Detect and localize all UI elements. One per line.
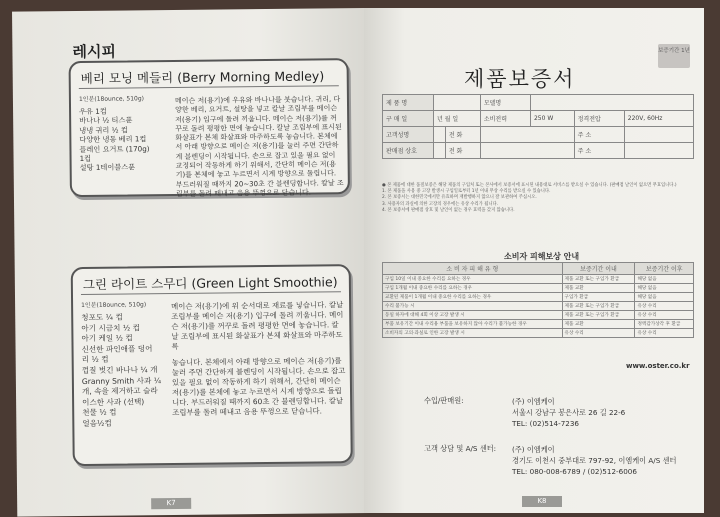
note-line: 3. 사용자의 과실에 의한 고장의 경우에는 유상 수리가 됩니다. <box>382 201 499 207</box>
table-row <box>383 111 694 127</box>
table-cell <box>624 127 693 143</box>
table-cell: 전 화 <box>445 143 480 159</box>
table-cell: 제품 교환 또는 구입가 환급 <box>562 275 635 284</box>
ingredient: 냉냉 귀리 ½ 컵 <box>79 125 128 135</box>
table-cell <box>624 143 693 159</box>
ingredient: 개, 속을 제거하고 슬라 <box>81 386 158 397</box>
recipe-method <box>175 95 344 205</box>
table-cell <box>434 127 446 143</box>
table-cell: 제 품 명 <box>383 95 434 111</box>
right-page <box>364 8 704 513</box>
left-page <box>12 8 369 517</box>
service-line: TEL: 080-008-6789 / (02)512-6006 <box>512 467 637 476</box>
table-cell: 구 매 일 <box>383 111 434 127</box>
method-paragraph: 놓습니다. 본체에서 아래 방향으로 메이슨 저(용기)를 눌러 주면 간단하게 블렌딩이 시작됩니다. 손으로 잡고 있을 필요 없이 작동하게 하기 위해서, 간단히 메이슨 저(용기)를 본체에 놓고 누르면서 시계 방향으로 돌립니다. 부드러워질 때까지 60초 간 블렌딩합니다. 칼날 조립부를 돌려 떼내고 음용 뚜껑으로 닫습니다. <box>171 356 346 418</box>
table-cell: 전 화 <box>445 127 480 143</box>
serving-size: 1인분(18ounce, 510g) <box>78 95 145 103</box>
table-cell: 250 W <box>530 111 574 127</box>
column-header: 보증기간 이내 <box>562 263 635 275</box>
ingredient: 설탕 1테이블스푼 <box>79 162 136 173</box>
table-cell: 년 월 일 <box>434 111 481 127</box>
table-cell: 유상 수리 <box>562 329 635 338</box>
recipe-method <box>171 300 346 424</box>
service-center-info <box>512 444 676 477</box>
warranty-table <box>382 94 694 159</box>
ingredient: 아기 시금치 ½ 컵 <box>81 322 141 333</box>
table-cell: 정격전압 <box>574 111 624 127</box>
page-number: K8 <box>522 496 562 507</box>
service-line: (주) 이엠케이 <box>512 445 555 454</box>
table-cell: 주 소 <box>574 143 624 159</box>
table-cell <box>480 127 574 143</box>
warranty-notes <box>382 183 694 214</box>
table-cell: 판매점 상호 <box>383 143 434 159</box>
ingredient: 다양한 냉동 베리 1컵 <box>79 134 147 145</box>
warranty-title: 제품보증서 <box>464 67 576 91</box>
website-url: www.oster.co.kr <box>626 362 690 370</box>
table-cell: 제품 교환 또는 구입가 환급 <box>562 302 635 311</box>
table-cell: 제품 교환 <box>562 320 635 329</box>
table-row <box>383 284 694 293</box>
importer-info <box>512 396 625 429</box>
booklet <box>12 8 712 513</box>
ingredient: 이스한 사과 (선택) <box>82 397 145 407</box>
table-cell: 해당 없음 <box>635 293 694 302</box>
table-row <box>383 302 694 311</box>
method-paragraph: 메이슨 저(용기)에 우유와 바나나를 붓습니다. 귀리, 다양한 베리, 요거트, 설탕을 넣고 칼날 조립부를 메이슨 저(용기) 입구에 돌려 끼웁니다. 메이슨 저(용기)를 꺼꾸로 돌려 평평한 면에 놓습니다. 칼날 조립부에 표시된 화살표가 본체 화살표와 마주하도록 놓습니다. 본체에서 아래 방향으로 메이슨 저(용기)를 눌러 주면 간단하게 블렌딩이 시작됩니다. 손으로 잡고 있을 필요 없이 교정되어 작동하게 하기 위해서, 간단히 메이슨 저(용기)를 본체에 놓고 누르면서 시계 방향으로 돌립니다. 부드러워질 때까지 20~30초 간 블렌딩합니다. 칼날 조립부를 돌려 떼내고 음용 뚜껑으로 닫습니다. <box>174 95 344 198</box>
table-cell <box>434 95 481 111</box>
recipe-card-green <box>71 264 353 466</box>
service-center-label: 고객 상담 및 A/S 센터: <box>424 444 497 453</box>
table-cell: 해당 없음 <box>635 284 694 293</box>
page-number: K7 <box>151 498 191 509</box>
table-row <box>383 293 694 302</box>
table-row <box>383 95 694 111</box>
table-header-row <box>383 263 694 275</box>
table-cell: 수리 불가능 시 <box>383 302 563 311</box>
importer-line: 서울시 강남구 봉은사로 26 길 22-6 <box>512 408 626 417</box>
ingredient-list <box>79 106 168 173</box>
table-row <box>383 329 694 338</box>
table-cell: 정액감가상각 후 환급 <box>635 320 694 329</box>
column-header: 소 비 자 피 해 유 형 <box>383 263 563 275</box>
table-cell: 구입가 환급 <box>562 293 635 302</box>
serving-size: 1인분(18ounce, 510g) <box>81 301 147 309</box>
table-cell: 주 소 <box>574 127 624 143</box>
ingredient: 아기 케일 ½ 컵 <box>81 333 133 344</box>
table-cell: 해당 없음 <box>635 275 694 284</box>
table-cell: 유상 수리 <box>635 302 694 311</box>
table-cell <box>434 143 446 159</box>
table-cell: 소비자의 고의·과실로 인한 고장 발생 시 <box>383 329 563 338</box>
ingredient: 우유 1컵 <box>79 106 107 116</box>
method-paragraph: 메이슨 저(용기)에 위 순서대로 재료를 넣습니다. 칼날 조립부를 메이슨 저(용기) 입구에 돌려 끼웁니다. 메이슨 저(용기)를 꺼꾸로 돌려 평평한 면에 놓습니다. 칼날 조립부에 표시된 화살표가 본체 화살표와 마주하도록 <box>171 300 344 352</box>
recipe-title: 그린 라이트 스무디 (Green Light Smoothie) <box>82 274 338 292</box>
table-cell: 220V, 60Hz <box>624 111 693 127</box>
table-cell: 부품 보유기간 이내 수리용 부품을 보유하지 않아 수리가 불가능한 경우 <box>383 320 563 329</box>
service-line: 경기도 이천시 중부대로 797-92, 이엠케이 A/S 센터 <box>512 456 677 465</box>
compensation-table <box>382 262 694 338</box>
importer-line: (주) 이엠케이 <box>512 397 555 406</box>
note-line: ● 본 제품에 대한 품질보증은 해당 제품의 구입처 또는 본사에서 보증서에 표시된 내용대로 서비스를 받으실 수 있습니다. (판매점 날인이 없으면 무효입니다.) <box>382 183 677 188</box>
ingredient: 천물 ½ 컵 <box>82 407 117 418</box>
table-cell: 유상 수리 <box>635 329 694 338</box>
table-cell: 소비전력 <box>480 111 530 127</box>
table-cell: 구입 1개월 이내 중요한 수리를 요하는 경우 <box>383 284 563 293</box>
table-row <box>383 143 694 159</box>
ingredient: 껍질 벗긴 바나나 ¼ 개 <box>81 365 158 375</box>
ingredient: 바나나 ½ 티스푼 <box>79 115 133 126</box>
table-cell <box>480 143 574 159</box>
recipe-title: 베리 모닝 메들리 (Berry Morning Medley) <box>80 68 325 86</box>
ingredient: 신선한 파인애플 덩어 <box>81 344 153 354</box>
table-cell: 구입 10일 이내 중요한 수리를 요하는 경우 <box>383 275 563 284</box>
ingredient-list <box>81 312 176 430</box>
importer-line: TEL: (02)514-7236 <box>512 419 580 428</box>
ingredient: 리 ½ 컵 <box>81 355 109 365</box>
table-row <box>383 311 694 320</box>
ingredient: 1컵 <box>79 153 92 164</box>
table-cell: 고객성명 <box>383 127 434 143</box>
compensation-title: 소비자 피해보상 안내 <box>504 252 580 261</box>
note-line: 2. 본 보증서는 대한민국에서만 유효하며 재발행하지 않으니 잘 보관하여 주십시오. <box>382 195 537 201</box>
table-cell: 제품 교환 <box>562 284 635 293</box>
table-cell: 교환된 제품이 1개월 이내 중요한 수리를 요하는 경우 <box>383 293 563 302</box>
warranty-period-badge: 보증기간 1년 <box>658 44 690 68</box>
section-title: 레시피 <box>72 42 117 62</box>
ingredient: 청포도 ¼ 컵 <box>81 312 123 322</box>
table-cell: 동일 하자에 대해 4회 이상 고장 발생 시 <box>383 311 563 320</box>
note-line: 1. 본 제품을 사용 중 고장 발생시 구입일로부터 1년 이내 무상 수리를 받으실 수 있습니다. <box>382 189 551 195</box>
table-row <box>383 127 694 143</box>
table-cell <box>530 95 693 111</box>
table-cell: 모델명 <box>480 95 530 111</box>
table-cell: 유상 수리 <box>635 311 694 320</box>
column-header: 보증기간 이후 <box>635 263 694 275</box>
recipe-card-berry <box>69 58 350 197</box>
table-row <box>383 320 694 329</box>
ingredient: 얼음½컵 <box>82 418 112 428</box>
ingredient: Granny Smith 사과 ¼ <box>81 375 162 386</box>
note-line: 4. 본 보증서에 판매점 상호 및 날인이 없는 경우 효력을 갖지 않습니다. <box>382 207 515 213</box>
table-row <box>383 275 694 284</box>
ingredient: 플레인 요거트 (170g) <box>79 143 150 154</box>
table-cell: 제품 교환 또는 구입가 환급 <box>562 311 635 320</box>
importer-label: 수입/판매원: <box>424 396 464 405</box>
